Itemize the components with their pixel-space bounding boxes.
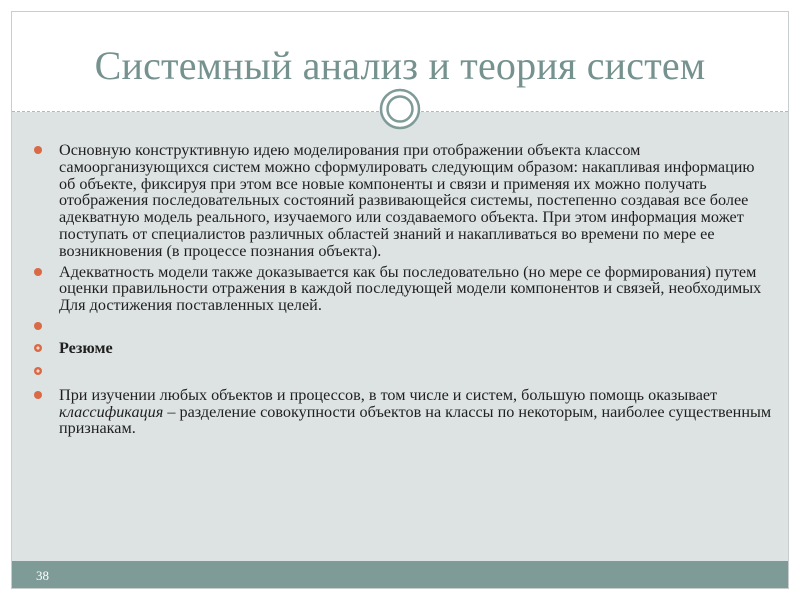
bullet-dot-icon (34, 367, 42, 375)
content-area (12, 112, 788, 561)
bullet-item (34, 264, 774, 314)
bullet-dot-icon (34, 322, 42, 330)
bullet-dot-icon (34, 146, 42, 154)
bullet-item (34, 142, 774, 260)
classification-term: классификация (59, 402, 164, 421)
bullet-text-after: – разделение совокупности объектов на классы по некоторым, наиболее существенным признакам. (59, 402, 772, 438)
bullet-item (34, 387, 774, 437)
bullet-dot-icon (34, 268, 42, 276)
bullet-list (34, 142, 774, 441)
bullet-text: Основную конструктивную идею моделирования при отображении объекта классом самоорганизующихся систем можно сформулировать следующим образом: накапливая информацию об объекте, фиксируя при этом все новые компоненты и связи и применяя их можно получать отображения последовательных состояний развивающейся системы, постепенно создавая все более адекватную модель реального, изучаемого или создаваемого объекта. При этом информация может поступать от специалистов различных областей знаний и накапливаться во времени по мере ее возникновения (в процессе познания объекта). (59, 141, 755, 260)
bullet-item-empty (34, 318, 774, 336)
bullet-item (34, 340, 774, 357)
bullet-text: Адекватность модели также доказывается как бы последовательно (но мере се формирования) путем оценки правильности отражения в каждой последующей модели компонентов и связей, необходимых Для достижения поставленных целей. (59, 262, 762, 315)
circle-emblem-icon (379, 88, 421, 130)
slide (11, 11, 789, 589)
footer-band (12, 561, 788, 588)
bullet-dot-icon (34, 391, 42, 399)
bullet-item-empty (34, 363, 774, 381)
bullet-text-before: При изучении любых объектов и процессов, в том числе и систем, большую помощь оказывает (59, 385, 718, 404)
bullet-dot-icon (34, 344, 42, 352)
page-number: 38 (36, 568, 49, 583)
summary-heading: Резюме (59, 338, 113, 357)
slide-title: Системный анализ и теория систем (94, 43, 706, 88)
